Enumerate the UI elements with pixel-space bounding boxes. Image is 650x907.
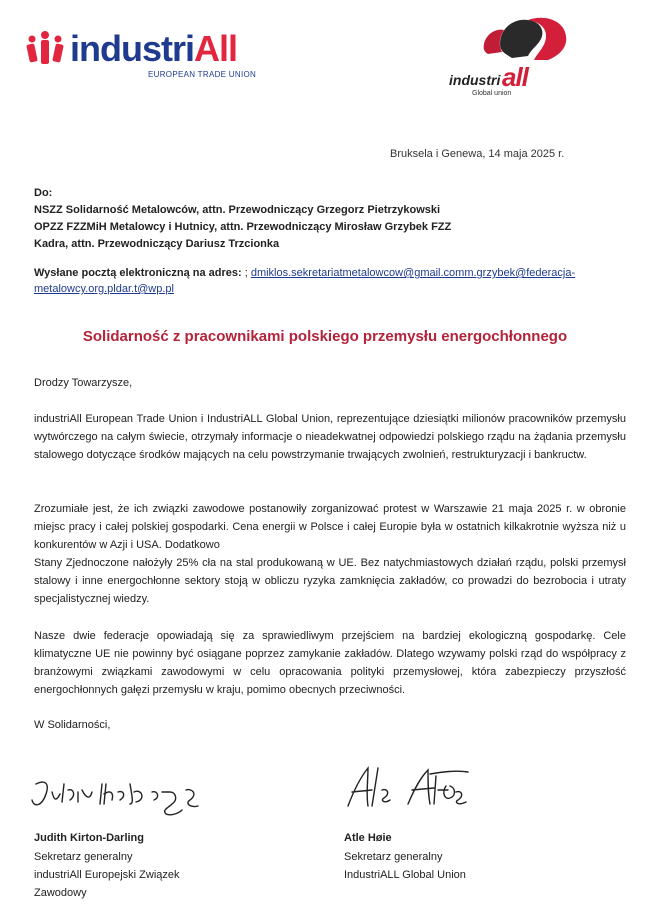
closing: W Solidarności, bbox=[34, 719, 111, 731]
signature-atle-image bbox=[338, 760, 488, 820]
sent-to-block bbox=[34, 265, 604, 297]
signatory-block bbox=[344, 832, 584, 884]
logo-right-word-b: all bbox=[502, 62, 528, 92]
signatory-org: IndustriALL Global Union bbox=[344, 869, 466, 881]
people-mark-icon bbox=[24, 30, 66, 66]
signature-judith-image bbox=[30, 770, 220, 820]
recipients-label: Do: bbox=[34, 187, 53, 199]
paragraph-1: industriAll European Trade Union i IndustriALL Global Union, reprezentujące dziesiątki milionów pracowników przemysłu wytwórczego na całym świecie, otrzymały informacje o nieadekwatnej odpowiedzi polskiego rządu na żądania przemysłu stalowego dotyczące środków mających na celu powstrzymanie trwających zwolnień, restrukturyzacji i bankructw. bbox=[34, 413, 626, 461]
recipient-line: OPZZ FZZMiH Metalowcy i Hutnicy, attn. Przewodniczący Mirosław Grzybek FZZ bbox=[34, 221, 452, 233]
recipient-line: NSZZ Solidarność Metalowców, attn. Przewodniczący Grzegorz Pietrzykowski bbox=[34, 204, 441, 216]
logo-left-word-a: industri bbox=[70, 28, 194, 69]
paragraph-3: Nasze dwie federacje opowiadają się za sprawiedliwym przejściem na bardziej ekologiczną gospodarkę. Cele klimatyczne UE nie powinny być osiągane poprzez zamykanie zakładów. Dlatego wzywamy polski rząd do współpracy z branżowymi związkami zawodowymi w celu opracowania polityki przemysłowej, która zabezpieczy przyszłość energochłonnych gałęzi przemysłu w kraju, pomimo obecnych przeciwności. bbox=[34, 630, 626, 696]
signatory-name: Judith Kirton-Darling bbox=[34, 832, 144, 844]
signatory-block bbox=[34, 832, 254, 902]
logo-right-word-a: industri bbox=[449, 72, 501, 88]
email-addresses-link[interactable]: dmiklos.sekretariatmetalowcow@gmail.comm.grzybek@federacja-metalowcy.org.pldar.t@wp.pl bbox=[34, 267, 576, 295]
sent-label: Wysłane pocztą elektroniczną na adres: bbox=[34, 267, 242, 279]
sent-separator: ; bbox=[241, 267, 251, 279]
logo-right-subtitle: Global union bbox=[472, 90, 512, 97]
industriall-global-logo bbox=[448, 14, 598, 100]
signatory-org: industriAll Europejski Związek Zawodowy bbox=[34, 869, 180, 899]
recipient-line: Kadra, attn. Przewodniczący Dariusz Trzcionka bbox=[34, 238, 280, 250]
paragraph-2a: Zrozumiałe jest, że ich związki zawodowe postanowiły zorganizować protest w Warszawie 21 maja 2025 r. w obronie miejsc pracy i całej polskiej gospodarki. Cena energii w Polsce i całej Europie była w ostatnich kilkakrotnie wyższa niż u konkurentów w Azji i USA. Dodatkowo bbox=[34, 503, 626, 551]
signatory-role: Sekretarz generalny bbox=[34, 851, 133, 863]
logo-left-subtitle: EUROPEAN TRADE UNION bbox=[148, 70, 257, 79]
letter-date: Bruksela i Genewa, 14 maja 2025 r. bbox=[390, 148, 565, 160]
signatory-role: Sekretarz generalny bbox=[344, 851, 443, 863]
letter-title: Solidarność z pracownikami polskiego przemysłu energochłonnego bbox=[82, 328, 568, 345]
industriall-europe-logo bbox=[24, 24, 264, 84]
logo-left-word-b: All bbox=[194, 28, 238, 69]
paragraph-2b: Stany Zjednoczone nałożyły 25% cła na stal produkowaną w UE. Bez natychmiastowych działań rządu, polski przemysł stalowy i inne energochłonne sektory stoją w obliczu ryzyka zamknięcia zakładów, co prowadzi do bezrobocia i utraty specjalistycznej wiedzy. bbox=[34, 557, 626, 605]
signatory-name: Atle Høie bbox=[344, 832, 392, 844]
greeting: Drodzy Towarzysze, bbox=[34, 377, 133, 389]
